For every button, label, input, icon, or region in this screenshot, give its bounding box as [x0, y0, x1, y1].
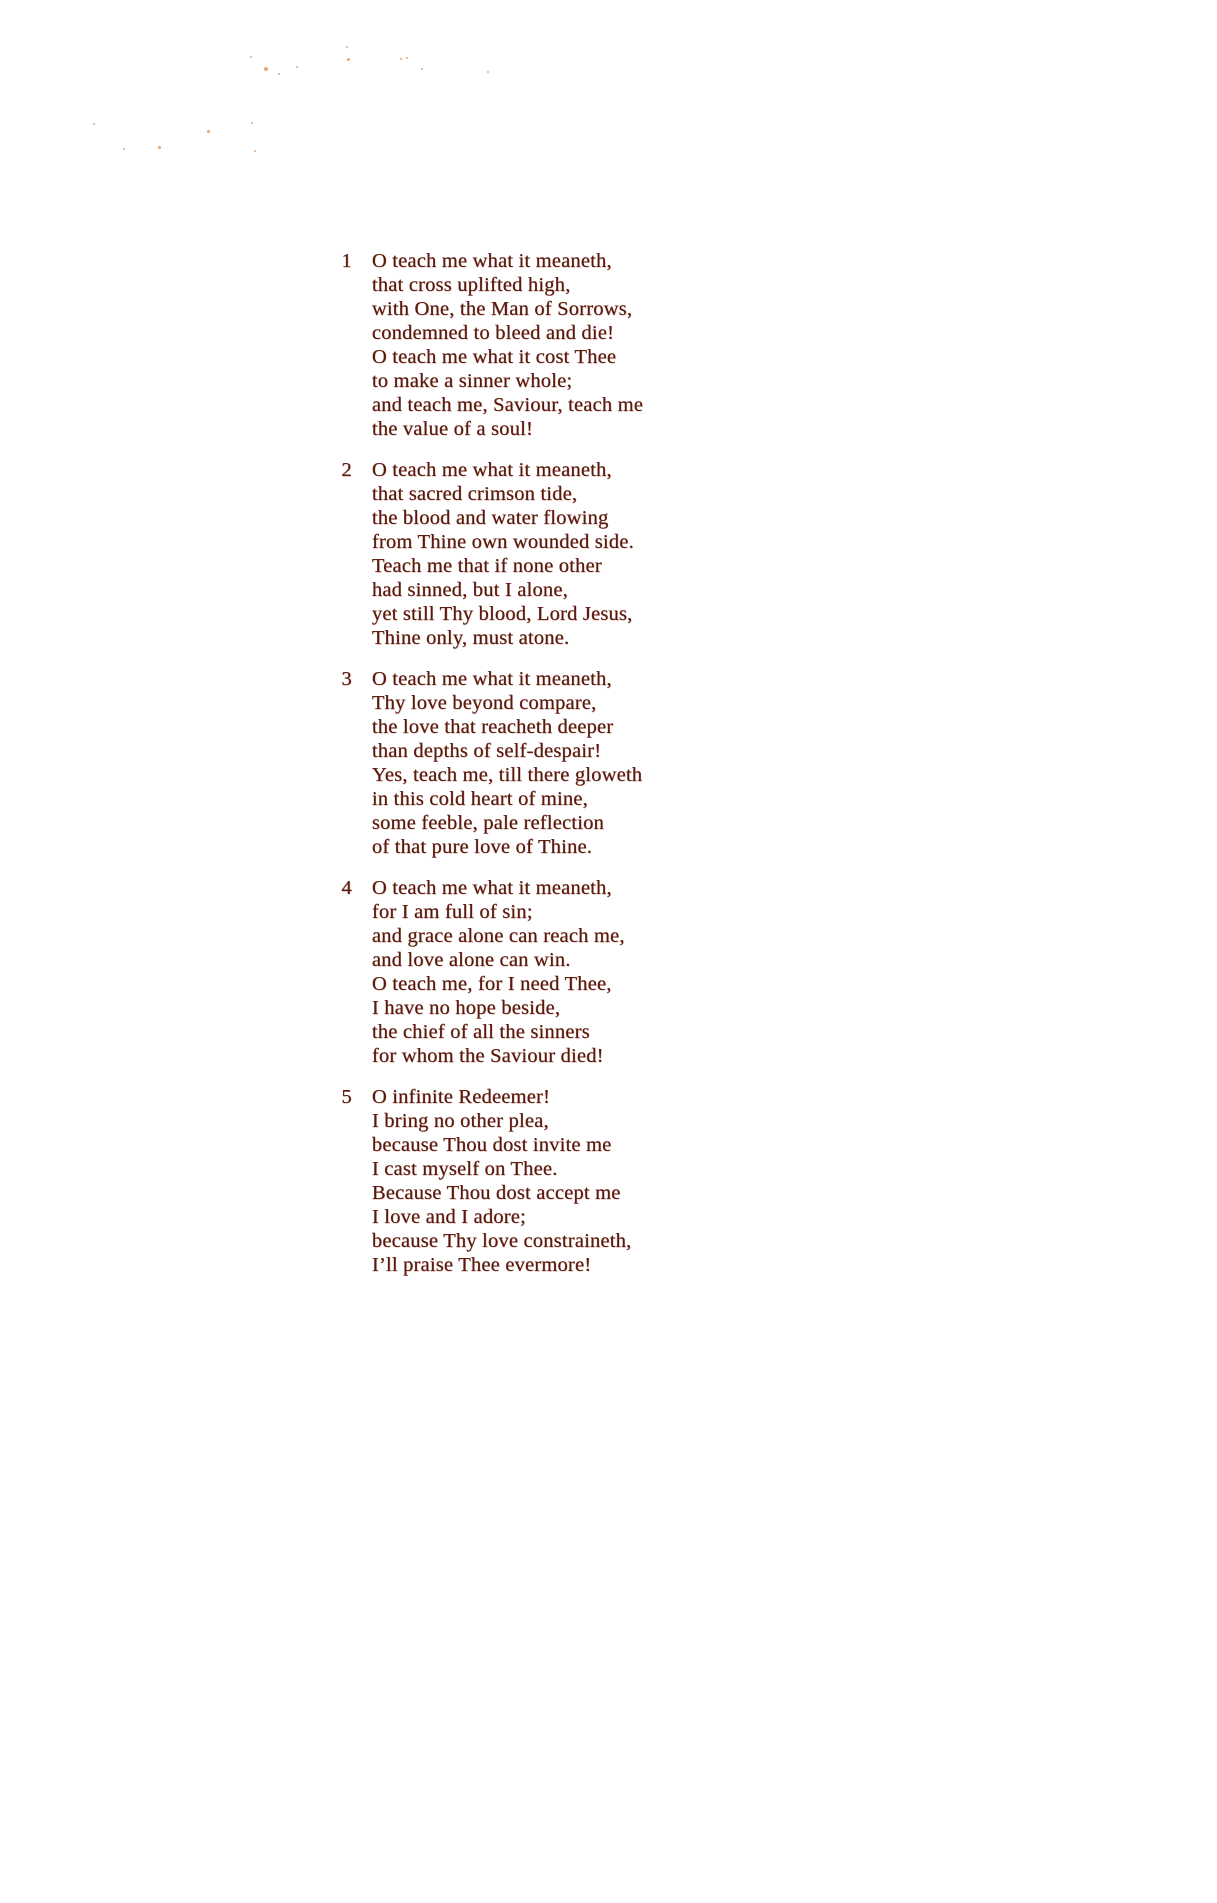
- scan-speck: [254, 150, 256, 152]
- scan-speck: [346, 46, 348, 48]
- verse-line: I bring no other plea,: [372, 1110, 549, 1132]
- scan-speck: [264, 67, 268, 71]
- verse-line: yet still Thy blood, Lord Jesus,: [372, 603, 633, 625]
- scan-speck: [93, 123, 95, 125]
- verse-line: from Thine own wounded side.: [372, 531, 635, 553]
- verse-line: I cast myself on Thee.: [372, 1158, 558, 1180]
- verse-line: to make a sinner whole;: [372, 370, 573, 392]
- scan-speck: [251, 122, 253, 124]
- verse-line: the love that reacheth deeper: [372, 716, 614, 738]
- verse-row: [0, 1085, 643, 1277]
- verse-number: 2: [341, 459, 352, 481]
- verse-lines: [372, 667, 642, 859]
- scan-speck: [123, 148, 125, 150]
- hymn-verses: [0, 249, 643, 1294]
- scan-speck: [406, 57, 408, 59]
- scan-speck: [400, 58, 402, 60]
- verse-line: because Thy love constraineth,: [372, 1230, 632, 1252]
- verse-line: of that pure love of Thine.: [372, 836, 593, 858]
- scan-speck: [158, 146, 161, 149]
- verse-line: O teach me what it meaneth,: [372, 459, 612, 481]
- verse-row: [0, 667, 643, 859]
- verse-number: 5: [341, 1086, 352, 1108]
- verse-line: O teach me what it meaneth,: [372, 877, 612, 899]
- verse-number: 1: [341, 250, 352, 272]
- verse-line: the blood and water flowing: [372, 507, 609, 529]
- verse-line: some feeble, pale reflection: [372, 812, 605, 834]
- verse-line: with One, the Man of Sorrows,: [372, 298, 633, 320]
- verse-line: Thine only, must atone.: [372, 627, 570, 649]
- scan-speck: [296, 66, 298, 68]
- scan-speck: [421, 68, 423, 70]
- verse-line: I have no hope beside,: [372, 997, 561, 1019]
- verse-line: the chief of all the sinners: [372, 1021, 590, 1043]
- verse-line: had sinned, but I alone,: [372, 579, 569, 601]
- verse-line: for I am full of sin;: [372, 901, 533, 923]
- scan-speck: [207, 130, 210, 133]
- verse-line: Thy love beyond compare,: [372, 692, 597, 714]
- verse-line: O teach me what it meaneth,: [372, 250, 612, 272]
- verse-line: and love alone can win.: [372, 949, 571, 971]
- verse-row: [0, 458, 643, 650]
- verse-line: Because Thou dost accept me: [372, 1182, 621, 1204]
- verse-line: for whom the Saviour died!: [372, 1045, 604, 1067]
- verse-line: and grace alone can reach me,: [372, 925, 625, 947]
- scan-speck: [347, 58, 350, 61]
- verse-line: O teach me, for I need Thee,: [372, 973, 612, 995]
- verse-line: O teach me what it meaneth,: [372, 668, 612, 690]
- verse-line: O infinite Redeemer!: [372, 1086, 551, 1108]
- verse-number: 4: [341, 877, 352, 899]
- verse-line: Teach me that if none other: [372, 555, 602, 577]
- verse-line: I love and I adore;: [372, 1206, 527, 1228]
- scan-speck: [487, 71, 489, 73]
- verse-line: Yes, teach me, till there gloweth: [372, 764, 643, 786]
- verse-line: than depths of self-despair!: [372, 740, 602, 762]
- scan-speck: [278, 73, 280, 75]
- verse-lines: [372, 249, 643, 441]
- verse-line: and teach me, Saviour, teach me: [372, 394, 644, 416]
- verse-lines: [372, 876, 625, 1068]
- scan-speck: [250, 56, 252, 58]
- verse-line: in this cold heart of mine,: [372, 788, 589, 810]
- verse-line: that sacred crimson tide,: [372, 483, 578, 505]
- verse-lines: [372, 458, 634, 650]
- verse-line: the value of a soul!: [372, 418, 534, 440]
- verse-row: [0, 876, 643, 1068]
- verse-lines: [372, 1085, 632, 1277]
- verse-line: because Thou dost invite me: [372, 1134, 612, 1156]
- verse-number: 3: [341, 668, 352, 690]
- verse-row: [0, 249, 643, 441]
- verse-line: that cross uplifted high,: [372, 274, 571, 296]
- verse-line: condemned to bleed and die!: [372, 322, 615, 344]
- verse-line: I’ll praise Thee evermore!: [372, 1254, 592, 1276]
- verse-line: O teach me what it cost Thee: [372, 346, 617, 368]
